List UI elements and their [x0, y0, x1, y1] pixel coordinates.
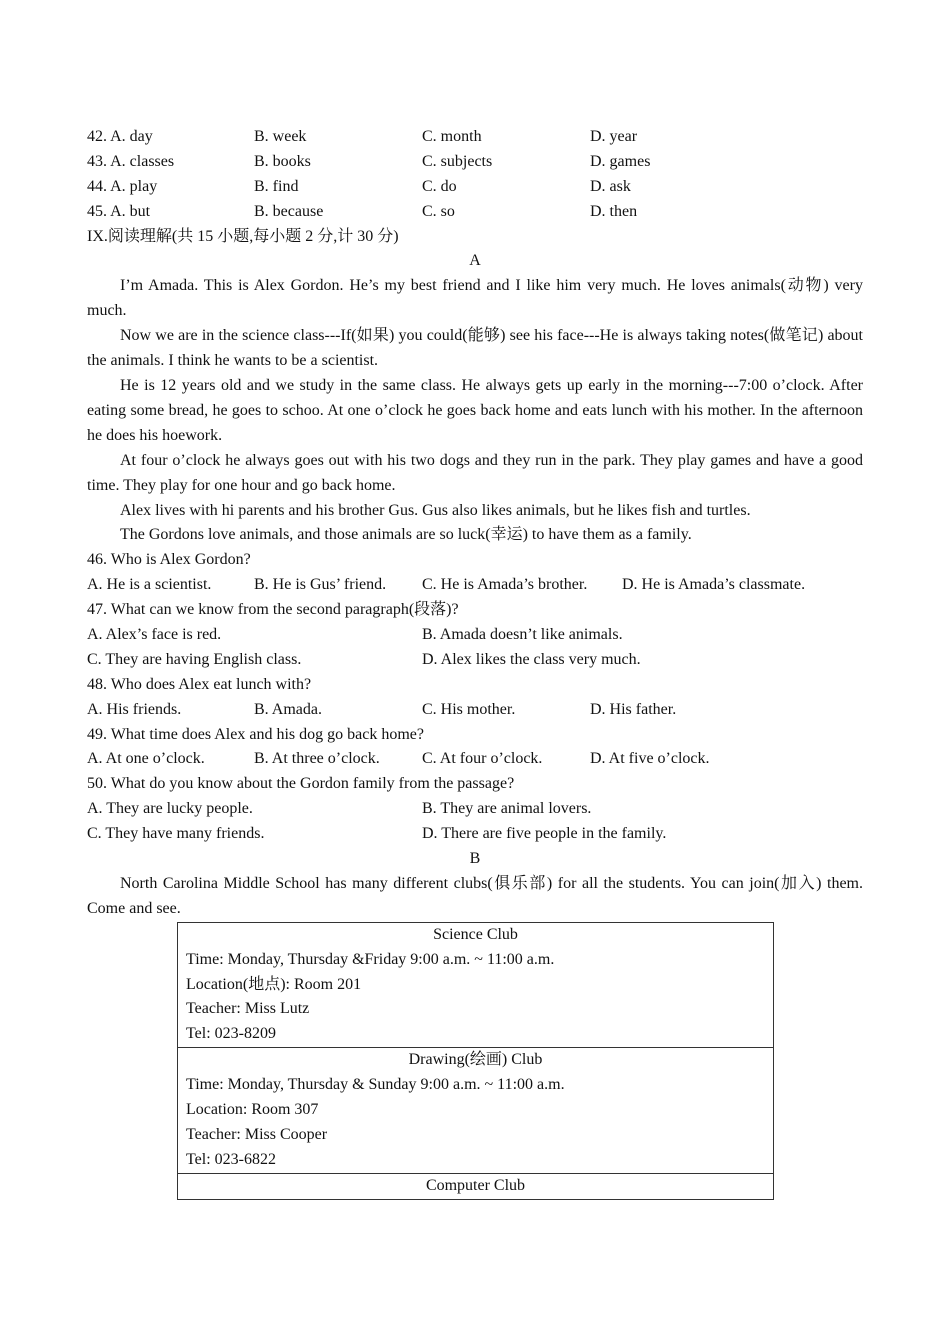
question-options — [87, 648, 863, 673]
question-50 — [87, 772, 863, 847]
club-time: Time: Monday, Thursday &Friday 9:00 a.m. ~ 11:00 a.m. — [186, 950, 555, 968]
question-stem: 47. What can we know from the second paragraph(段落)? — [87, 601, 459, 619]
passage-paragraph: I’m Amada. This is Alex Gordon. He’s my best friend and I like him very much. He loves animals(动物) very much. — [87, 277, 863, 320]
question-options — [87, 698, 863, 723]
option-b: B. Amada doesn’t like animals. — [422, 625, 623, 643]
passage-b-intro: North Carolina Middle School has many different clubs(俱乐部) for all the students. You can join(加入) them. Come and see. — [87, 874, 863, 917]
question-47 — [87, 598, 863, 673]
question-options — [87, 623, 863, 648]
option-d: D. ask — [590, 177, 631, 195]
option-b: B. week — [254, 128, 307, 145]
option-d: D. games — [590, 152, 651, 170]
option-a: A. He is a scientist. — [87, 576, 212, 594]
option-d: D. At five o’clock. — [590, 750, 710, 768]
club-time: Time: Monday, Thursday & Sunday 9:00 a.m. ~ 11:00 a.m. — [186, 1076, 565, 1094]
passage-b-label: B — [469, 850, 481, 867]
option-c: C. His mother. — [422, 700, 516, 718]
question-options — [87, 747, 863, 772]
option-row-43 — [87, 150, 863, 175]
option-a: 43. A. classes — [87, 152, 175, 170]
option-row-45 — [87, 200, 863, 225]
option-b: B. find — [254, 177, 299, 195]
question-49 — [87, 723, 863, 773]
option-c: C. He is Amada’s brother. — [422, 576, 588, 594]
option-b: B. because — [254, 202, 324, 220]
club-name: Drawing(绘画) Club — [408, 1051, 543, 1069]
option-row-42 — [87, 125, 863, 150]
cloze-options — [87, 125, 863, 225]
club-name: Science Club — [433, 925, 518, 943]
option-a: A. Alex’s face is red. — [87, 625, 222, 643]
option-b: B. They are animal lovers. — [422, 800, 592, 818]
club-cell — [178, 1048, 774, 1174]
question-stem: 46. Who is Alex Gordon? — [87, 551, 251, 569]
option-c: C. They are having English class. — [87, 650, 302, 668]
option-c: C. They have many friends. — [87, 825, 265, 843]
passage-paragraph: The Gordons love animals, and those animals are so luck(幸运) to have them as a family. — [120, 526, 692, 544]
option-a: A. They are lucky people. — [87, 800, 253, 818]
passage-paragraph: He is 12 years old and we study in the same class. He always gets up early in the morning---7:00 o’clock. After eating some bread, he goes to schoo. At one o’clock he goes back home and eats lunch with his mother. In the afternoon he does his hoework. — [87, 376, 863, 444]
clubs-table — [177, 922, 774, 1200]
question-options — [87, 797, 863, 822]
club-location: Location: Room 307 — [186, 1101, 319, 1119]
option-row-44 — [87, 175, 863, 200]
option-d: D. There are five people in the family. — [422, 825, 667, 843]
option-a: 42. A. day — [87, 128, 153, 145]
question-48 — [87, 673, 863, 723]
option-c: C. do — [422, 177, 457, 195]
club-location: Location(地点): Room 201 — [186, 975, 362, 993]
option-a: 45. A. but — [87, 202, 151, 220]
option-d: D. His father. — [590, 700, 677, 718]
club-tel: Tel: 023-8209 — [186, 1025, 276, 1043]
option-c: C. At four o’clock. — [422, 750, 543, 768]
club-tel: Tel: 023-6822 — [186, 1150, 276, 1168]
passage-paragraph: Now we are in the science class---If(如果) you could(能够) see his face---He is always taking notes(做笔记) about the animals. I think he wants to be a scientist. — [87, 327, 863, 370]
exam-page — [87, 125, 863, 1200]
option-d: D. He is Amada’s classmate. — [622, 576, 806, 594]
question-options — [87, 573, 863, 598]
club-row — [178, 922, 774, 1048]
club-teacher: Teacher: Miss Cooper — [186, 1125, 328, 1143]
passage-paragraph: Alex lives with hi parents and his brother Gus. Gus also likes animals, but he likes fish and turtles. — [120, 501, 751, 519]
passage-a-label: A — [469, 252, 481, 270]
question-options — [87, 822, 863, 847]
passage-a — [87, 274, 863, 548]
option-c: C. subjects — [422, 152, 493, 170]
club-row — [178, 1048, 774, 1174]
option-a: A. At one o’clock. — [87, 750, 205, 768]
passage-paragraph: At four o’clock he always goes out with his two dogs and they run in the park. They play games and have a good time. They play for one hour and go back home. — [87, 451, 863, 494]
option-d: D. Alex likes the class very much. — [422, 650, 641, 668]
section-title: IX.阅读理解(共 15 小题,每小题 2 分,计 30 分) — [87, 227, 399, 245]
club-name: Computer Club — [425, 1176, 526, 1194]
club-cell — [178, 922, 774, 1048]
option-b: B. He is Gus’ friend. — [254, 576, 387, 594]
option-b: B. Amada. — [254, 700, 322, 718]
club-cell — [178, 1173, 774, 1199]
option-d: D. year — [590, 128, 638, 145]
question-stem: 48. Who does Alex eat lunch with? — [87, 675, 312, 693]
club-teacher: Teacher: Miss Lutz — [186, 1000, 310, 1018]
question-stem: 50. What do you know about the Gordon family from the passage? — [87, 775, 515, 793]
club-row — [178, 1173, 774, 1199]
option-c: C. so — [422, 202, 455, 220]
question-stem: 49. What time does Alex and his dog go back home? — [87, 725, 424, 743]
option-d: D. then — [590, 202, 638, 220]
option-c: C. month — [422, 128, 482, 145]
option-a: 44. A. play — [87, 177, 158, 195]
option-b: B. At three o’clock. — [254, 750, 380, 768]
question-46 — [87, 548, 863, 598]
option-b: B. books — [254, 152, 311, 170]
option-a: A. His friends. — [87, 700, 182, 718]
